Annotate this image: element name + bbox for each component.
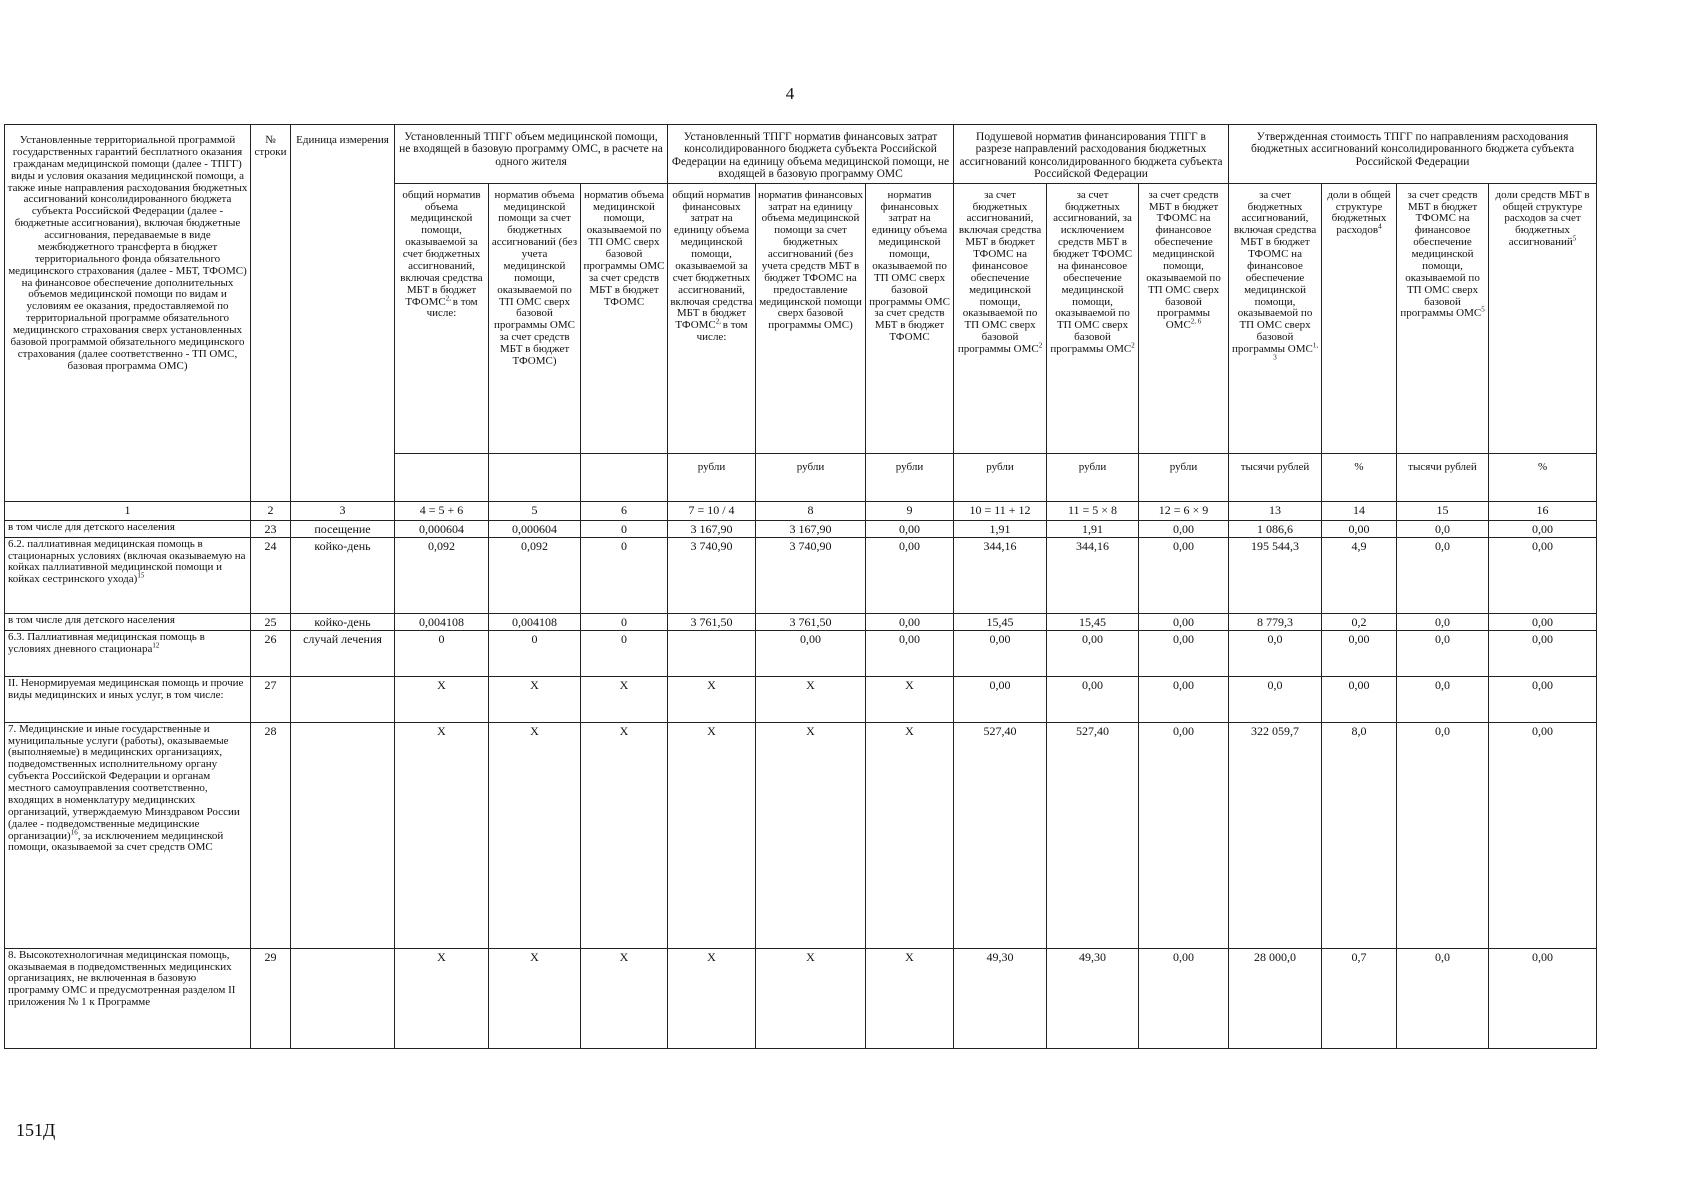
table-cell: 15,45: [954, 613, 1047, 630]
table-cell: X: [866, 722, 954, 948]
table-cell: 3 761,50: [668, 613, 756, 630]
table-cell: 0,00: [1139, 630, 1229, 676]
unit-cell: %: [1322, 453, 1397, 501]
table-cell: 3 740,90: [668, 537, 756, 613]
table-cell: 0,00: [1489, 520, 1597, 537]
unit-cell: %: [1489, 453, 1597, 501]
table-cell: 0,000604: [489, 520, 581, 537]
subheader-cell: за счет бюджетных ассигнований, включая средства МБТ в бюджет ТФОМС на финансовое обеспечение медицинской помощи, оказываемой по ТП ОМС сверх базовой программы ОМС$^2$: [954, 183, 1047, 453]
table-cell: [668, 630, 756, 676]
row-number: 27: [251, 676, 291, 722]
table-cell: 0,00: [1322, 630, 1397, 676]
table-cell: 0,00: [954, 630, 1047, 676]
table-cell: 8 779,3: [1229, 613, 1322, 630]
table-row: [5, 630, 1597, 676]
table-cell: 49,30: [1047, 948, 1139, 1048]
table-cell: 0,00: [1047, 676, 1139, 722]
column-number: 11 = 5 × 8: [1047, 501, 1139, 520]
unit-cell: [395, 453, 489, 501]
table-cell: 344,16: [954, 537, 1047, 613]
table-cell: 3 761,50: [756, 613, 866, 630]
table-cell: 49,30: [954, 948, 1047, 1048]
subheader-cell: доли в общей структуре бюджетных расходов$^4$: [1322, 183, 1397, 453]
table-row: [5, 722, 1597, 948]
table-cell: X: [866, 948, 954, 1048]
table-cell: 344,16: [1047, 537, 1139, 613]
table-cell: 0,0: [1229, 676, 1322, 722]
table-cell: 0,7: [1322, 948, 1397, 1048]
table-cell: 0,0: [1397, 613, 1489, 630]
table-cell: X: [756, 676, 866, 722]
table-cell: 1 086,6: [1229, 520, 1322, 537]
table-cell: 0,00: [1139, 676, 1229, 722]
table-cell: X: [668, 948, 756, 1048]
row-number: 24: [251, 537, 291, 613]
row-name: в том числе для детского населения: [5, 520, 251, 537]
column-number: 10 = 11 + 12: [954, 501, 1047, 520]
unit-cell: рубли: [954, 453, 1047, 501]
column-number: 6: [581, 501, 668, 520]
unit-cell: рубли: [866, 453, 954, 501]
table-cell: 0,00: [1047, 630, 1139, 676]
table-cell: 0,00: [954, 676, 1047, 722]
table-cell: 0,00: [866, 630, 954, 676]
row-unit: койко-день: [291, 613, 395, 630]
table-cell: 0,0: [1397, 520, 1489, 537]
table-cell: 0,00: [866, 613, 954, 630]
table-cell: 0,00: [1489, 722, 1597, 948]
subheader-cell: норматив финансовых затрат на единицу объема медицинской помощи, оказываемой по ТП ОМС сверх базовой программы ОМС за счет средств МБТ в бюджет ТФОМС: [866, 183, 954, 453]
row-name: II. Ненормируемая медицинская помощь и прочие виды медицинских и иных услуг, в том числе:: [5, 676, 251, 722]
table-cell: 0,00: [1489, 537, 1597, 613]
table-cell: X: [489, 676, 581, 722]
table-cell: 0,0: [1397, 537, 1489, 613]
table-cell: 0,00: [1322, 676, 1397, 722]
table-cell: X: [866, 676, 954, 722]
table-row: [5, 520, 1597, 537]
row-number: 28: [251, 722, 291, 948]
unit-cell: тысячи рублей: [1229, 453, 1322, 501]
column-number: 14: [1322, 501, 1397, 520]
page-number: 4: [785, 84, 795, 103]
row-name: в том числе для детского населения: [5, 613, 251, 630]
table-cell: 0,092: [395, 537, 489, 613]
table-cell: 8,0: [1322, 722, 1397, 948]
table-cell: 0,2: [1322, 613, 1397, 630]
table-cell: X: [581, 676, 668, 722]
column-number: 13: [1229, 501, 1322, 520]
table-row: [5, 537, 1597, 613]
column-number: 3: [291, 501, 395, 520]
column-number: 16: [1489, 501, 1597, 520]
subheader-cell: норматив финансовых затрат на единицу объема медицинской помощи за счет бюджетных ассигнований (без учета средств МБТ в бюджет ТФОМС на предоставление медицинской помощи сверх базовой программы ОМС): [756, 183, 866, 453]
financing-table: [4, 124, 1597, 1049]
table-cell: 0,0: [1229, 630, 1322, 676]
subheader-cell: за счет бюджетных ассигнований, включая средства МБТ в бюджет ТФОМС на финансовое обеспечение медицинской помощи, оказываемой по ТП ОМС сверх базовой программы ОМС$^{1, 3}$: [1229, 183, 1322, 453]
table-cell: X: [395, 948, 489, 1048]
unit-cell: рубли: [1047, 453, 1139, 501]
column-number: 1: [5, 501, 251, 520]
column-number: 15: [1397, 501, 1489, 520]
column-number: 12 = 6 × 9: [1139, 501, 1229, 520]
column-number: 2: [251, 501, 291, 520]
subheader-cell: за счет бюджетных ассигнований, за исключением средств МБТ в бюджет ТФОМС на финансовое обеспечение медицинской помощи, оказываемой по ТП ОМС сверх базовой программы ОМС$^2$: [1047, 183, 1139, 453]
table-cell: 527,40: [1047, 722, 1139, 948]
subheader-cell: общий норматив финансовых затрат на единицу объема медицинской помощи, оказываемой за счет бюджетных ассигнований, включая средства МБТ в бюджет $ТФОМС^{2,}$ в том числе:: [668, 183, 756, 453]
header-col1: Установленные территориальной программой государственных гарантий бесплатного оказания гражданам медицинской помощи (далее - ТПГГ) виды и условия оказания медицинской помощи, а также иные направления расходования бюджетных ассигнований консолидированного бюджета субъекта Российской Федерации (далее - бюджетные ассигнования), включая бюджетные ассигнования, передаваемые в виде межбюджетного трансферта в бюджет территориального фонда обязательного медицинского страхования (далее - МБТ, ТФОМС) на финансовое обеспечение дополнительных объемов медицинской помощи по видам и условиям ее оказания, предоставляемой по территориальной программе обязательного медицинского страхования сверх установленных базовой программой обязательного медицинского страхования (далее соответственно - ТП ОМС, базовая программа ОМС): [5, 125, 251, 502]
row-unit: [291, 676, 395, 722]
table-cell: 0: [489, 630, 581, 676]
document-code: 151Д: [16, 1120, 56, 1140]
table-cell: 0,092: [489, 537, 581, 613]
table-cell: X: [668, 722, 756, 948]
row-name: 7. Медицинские и иные государственные и муниципальные услуги (работы), оказываемые (выполняемые) в медицинских организациях, подведомственных исполнительному органу субъекта Российской Федерации и органам местного самоуправления соответственно, входящих в номенклатуру медицинских организаций, утверждаемую Минздравом России (далее - подведомственные медицинские организации)$^{16}$, за исключением медицинской помощи, оказываемой за счет средств ОМС: [5, 722, 251, 948]
table-cell: 28 000,0: [1229, 948, 1322, 1048]
table-cell: 0: [581, 630, 668, 676]
subheader-cell: норматив объема медицинской помощи, оказываемой по ТП ОМС сверх базовой программы ОМС за счет средств МБТ в бюджет ТФОМС: [581, 183, 668, 453]
subheader-cell: за счет средств МБТ в бюджет ТФОМС на финансовое обеспечение медицинской помощи, оказываемой по ТП ОМС сверх базовой программы ОМС$^{2, 6}$: [1139, 183, 1229, 453]
table-cell: 0,00: [1489, 948, 1597, 1048]
column-number: 9: [866, 501, 954, 520]
table-cell: X: [489, 722, 581, 948]
table-row: [5, 948, 1597, 1048]
row-name: 6.3. Паллиативная медицинская помощь в условиях дневного стационара$^{12}$: [5, 630, 251, 676]
header-unit: Единица измерения: [291, 125, 395, 502]
column-number: 7 = 10 / 4: [668, 501, 756, 520]
table-cell: 15,45: [1047, 613, 1139, 630]
table-cell: 0,0: [1397, 722, 1489, 948]
subheader-cell: норматив объема медицинской помощи за счет бюджетных ассигнований (без учета медицинской помощи, оказываемой по ТП ОМС сверх базовой программы ОМС за счет средств МБТ в бюджет ТФОМС): [489, 183, 581, 453]
table-cell: 322 059,7: [1229, 722, 1322, 948]
subheader-cell: за счет средств МБТ в бюджет ТФОМС на финансовое обеспечение медицинской помощи, оказываемой по ТП ОМС сверх базовой программы ОМС$^5$: [1397, 183, 1489, 453]
table-cell: 0,0: [1397, 676, 1489, 722]
table-cell: 0,00: [1489, 613, 1597, 630]
table-cell: 1,91: [954, 520, 1047, 537]
row-unit: [291, 948, 395, 1048]
unit-cell: тысячи рублей: [1397, 453, 1489, 501]
row-unit: койко-день: [291, 537, 395, 613]
row-unit: [291, 722, 395, 948]
row-name: 8. Высокотехнологичная медицинская помощь, оказываемая в подведомственных медицинских организациях, не включенная в базовую программу ОМС и предусмотренная разделом II приложения № 1 к Программе: [5, 948, 251, 1048]
table-cell: 1,91: [1047, 520, 1139, 537]
header-row-number: № строки: [251, 125, 291, 502]
subheader-cell: доли средств МБТ в общей структуре расходов за счет бюджетных ассигнований$^5$: [1489, 183, 1597, 453]
row-number: 26: [251, 630, 291, 676]
header-group-volume: Установленный ТПГГ объем медицинской помощи, не входящей в базовую программу ОМС, в расчете на одного жителя: [395, 125, 668, 184]
table-cell: X: [756, 948, 866, 1048]
table-cell: 0,00: [756, 630, 866, 676]
table-cell: 0,00: [1139, 520, 1229, 537]
table-cell: 0: [395, 630, 489, 676]
table-cell: 0,004108: [395, 613, 489, 630]
row-number: 29: [251, 948, 291, 1048]
column-number: 5: [489, 501, 581, 520]
table-cell: 3 167,90: [756, 520, 866, 537]
unit-cell: рубли: [668, 453, 756, 501]
table-cell: 0,00: [1139, 537, 1229, 613]
table-cell: 3 740,90: [756, 537, 866, 613]
header-group-cost-norm: Установленный ТПГГ норматив финансовых затрат консолидированного бюджета субъекта Российской Федерации на единицу объема медицинской помощи, не входящей в базовую программу ОМС: [668, 125, 954, 184]
table-row: [5, 613, 1597, 630]
table-cell: X: [489, 948, 581, 1048]
table-cell: 195 544,3: [1229, 537, 1322, 613]
table-cell: X: [756, 722, 866, 948]
table-cell: 0,00: [1139, 948, 1229, 1048]
row-unit: посещение: [291, 520, 395, 537]
table-cell: X: [395, 676, 489, 722]
header-group-approved-cost: Утвержденная стоимость ТПГГ по направлениям расходования бюджетных ассигнований консолидированного бюджета субъекта Российской Федерации: [1229, 125, 1597, 184]
table-cell: 0,000604: [395, 520, 489, 537]
column-number: 8: [756, 501, 866, 520]
column-number: 4 = 5 + 6: [395, 501, 489, 520]
subheader-cell: общий норматив объема медицинской помощи, оказываемой за счет бюджетных ассигнований, включая средства МБТ в бюджет $ТФОМС^{2,}$ в том числе:: [395, 183, 489, 453]
table-cell: 0: [581, 537, 668, 613]
table-cell: 0,00: [1489, 676, 1597, 722]
table-cell: 0,00: [1139, 722, 1229, 948]
table-cell: 0,0: [1397, 630, 1489, 676]
row-unit: случай лечения: [291, 630, 395, 676]
table-cell: 527,40: [954, 722, 1047, 948]
table-cell: 0,00: [866, 520, 954, 537]
unit-cell: [581, 453, 668, 501]
table-cell: 0,00: [1139, 613, 1229, 630]
table-cell: 0,00: [866, 537, 954, 613]
table-cell: 4,9: [1322, 537, 1397, 613]
unit-cell: [489, 453, 581, 501]
table-cell: 3 167,90: [668, 520, 756, 537]
unit-cell: рубли: [756, 453, 866, 501]
table-cell: 0,004108: [489, 613, 581, 630]
table-cell: 0,0: [1397, 948, 1489, 1048]
table-cell: X: [581, 948, 668, 1048]
row-number: 25: [251, 613, 291, 630]
table-row: [5, 676, 1597, 722]
table-cell: 0,00: [1322, 520, 1397, 537]
table-cell: X: [395, 722, 489, 948]
table-cell: 0,00: [1489, 630, 1597, 676]
unit-cell: рубли: [1139, 453, 1229, 501]
table-cell: X: [668, 676, 756, 722]
row-name: 6.2. паллиативная медицинская помощь в стационарных условиях (включая оказываемую на койках паллиативной медицинской помощи и койках сестринского ухода)$^{15}$: [5, 537, 251, 613]
table-cell: X: [581, 722, 668, 948]
table-cell: 0: [581, 520, 668, 537]
header-group-per-capita: Подушевой норматив финансирования ТПГГ в разрезе направлений расходования бюджетных ассигнований консолидированного бюджета субъекта Российской Федерации: [954, 125, 1229, 184]
row-number: 23: [251, 520, 291, 537]
table-cell: 0: [581, 613, 668, 630]
